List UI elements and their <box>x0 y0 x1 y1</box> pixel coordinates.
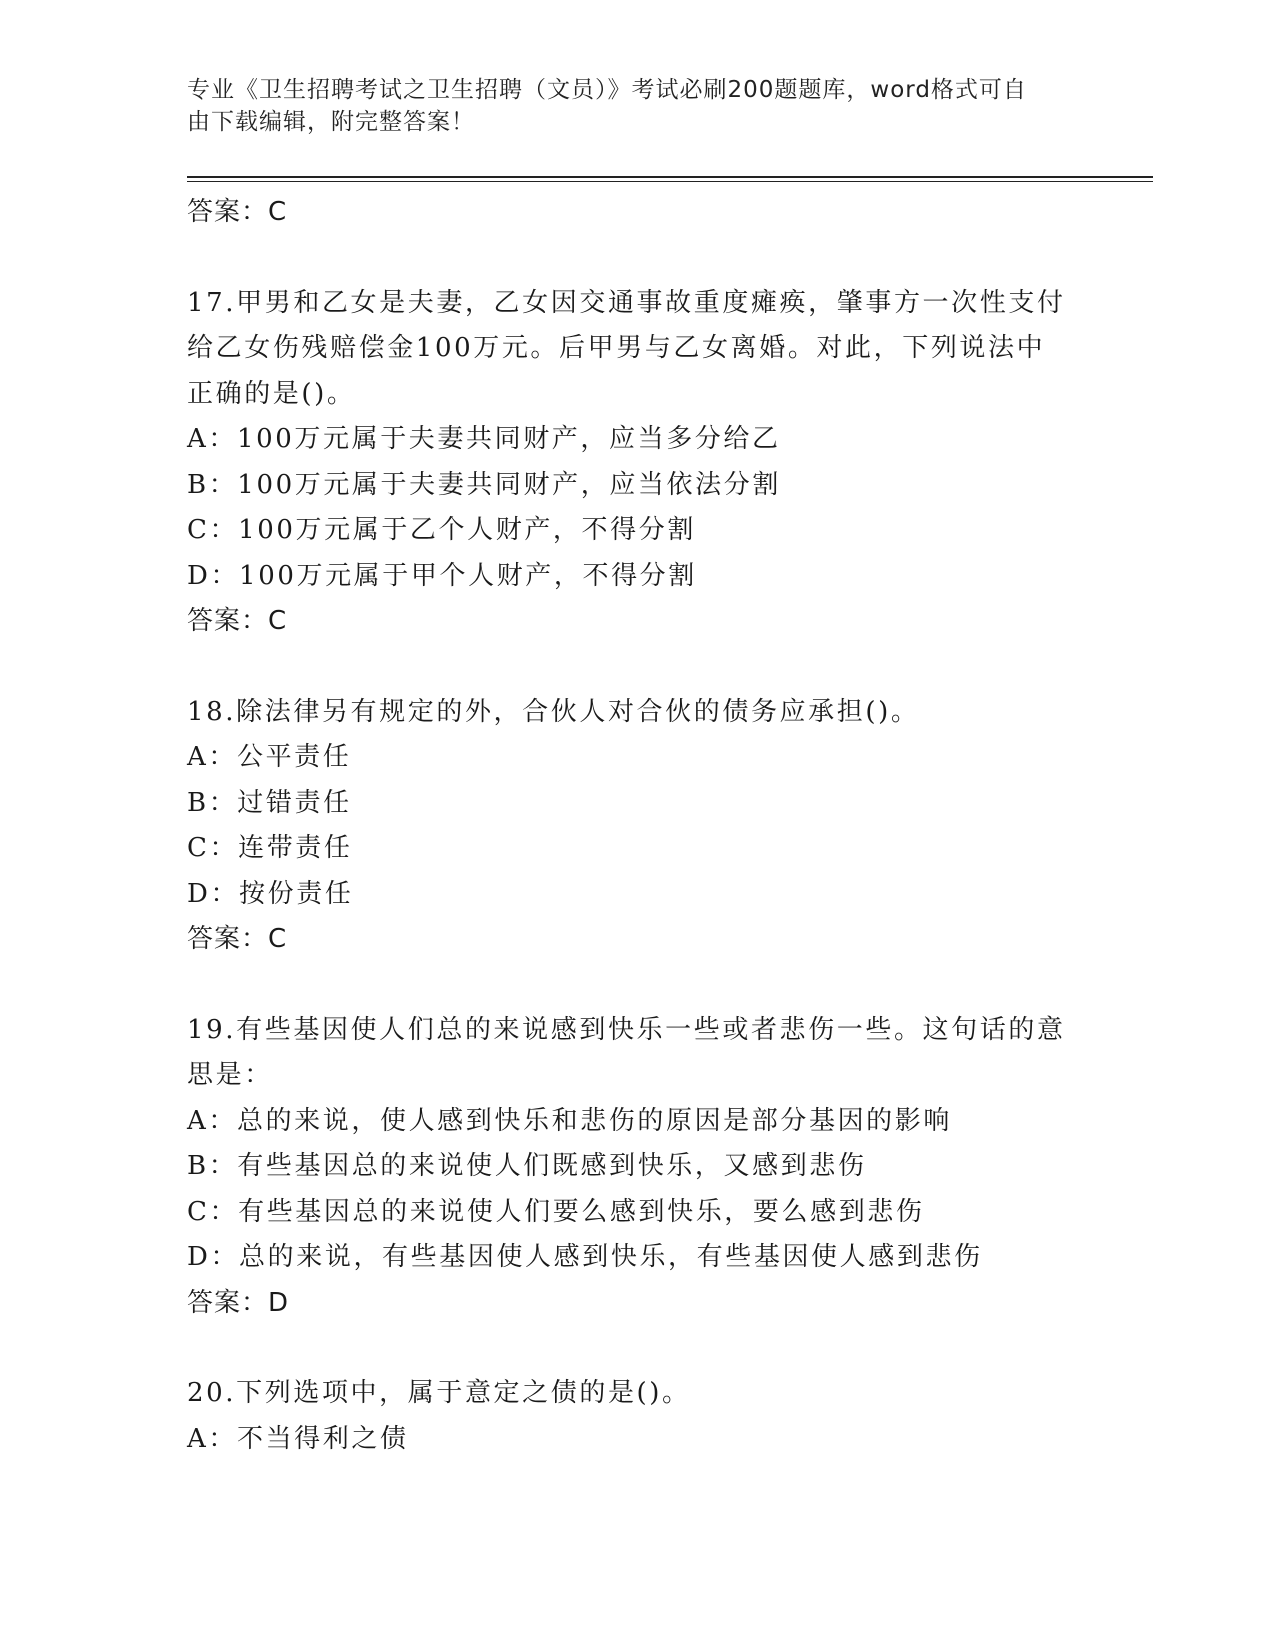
answer-line: 答案：C <box>187 924 288 954</box>
option-b: B：过错责任 <box>187 787 352 818</box>
option-d: D：按份责任 <box>187 878 354 909</box>
header-rule-thick <box>187 176 1153 178</box>
option-a: A：总的来说，使人感到快乐和悲伤的原因是部分基因的影响 <box>187 1105 952 1136</box>
option-b: B：100万元属于夫妻共同财产，应当依法分割 <box>187 469 781 500</box>
question-block <box>187 1008 1087 1327</box>
option-c: C：连带责任 <box>187 833 353 863</box>
answer-line: 答案：C <box>187 606 288 636</box>
header-line-1: 专业《卫生招聘考试之卫生招聘（文员）》考试必刷200题题库，word格式可自 <box>187 77 1027 103</box>
question-text: 18.除法律另有规定的外，合伙人对合伙的债务应承担()。 <box>187 696 920 727</box>
option-a: A：不当得利之债 <box>187 1423 409 1454</box>
question-block <box>187 690 1087 963</box>
header-line-2: 由下载编辑，附完整答案！ <box>187 109 475 135</box>
spacer <box>187 1326 1087 1371</box>
question-text: 17.甲男和乙女是夫妻，乙女因交通事故重度瘫痪，肇事方一次性支付 <box>187 287 1066 318</box>
option-b: B：有些基因总的来说使人们既感到快乐，又感到悲伤 <box>187 1151 867 1181</box>
answer-line: 答案：D <box>187 1287 290 1318</box>
question-text: 给乙女伤残赔偿金100万元。后甲男与乙女离婚。对此，下列说法中 <box>187 333 1046 363</box>
spacer <box>187 645 1087 690</box>
question-text: 正确的是()。 <box>187 378 356 409</box>
answer-line: 答案：C <box>187 197 288 227</box>
question-text: 20.下列选项中，属于意定之债的是()。 <box>187 1378 691 1408</box>
page-header <box>187 74 1067 138</box>
option-d: D：总的来说，有些基因使人感到快乐，有些基因使人感到悲伤 <box>187 1242 983 1272</box>
option-c: C：100万元属于乙个人财产，不得分割 <box>187 515 696 545</box>
question-text: 思是： <box>187 1060 273 1090</box>
option-a: A：公平责任 <box>187 742 352 772</box>
spacer <box>187 963 1087 1008</box>
question-block <box>187 1371 1087 1462</box>
option-d: D：100万元属于甲个人财产，不得分割 <box>187 560 697 591</box>
header-rule-thin <box>187 181 1153 182</box>
question-content <box>187 190 1087 1462</box>
option-a: A：100万元属于夫妻共同财产，应当多分给乙 <box>187 424 781 454</box>
option-c: C：有些基因总的来说使人们要么感到快乐，要么感到悲伤 <box>187 1196 925 1227</box>
spacer <box>187 236 1087 281</box>
question-text: 19.有些基因使人们总的来说感到快乐一些或者悲伤一些。这句话的意 <box>187 1014 1066 1045</box>
question-block <box>187 281 1087 645</box>
